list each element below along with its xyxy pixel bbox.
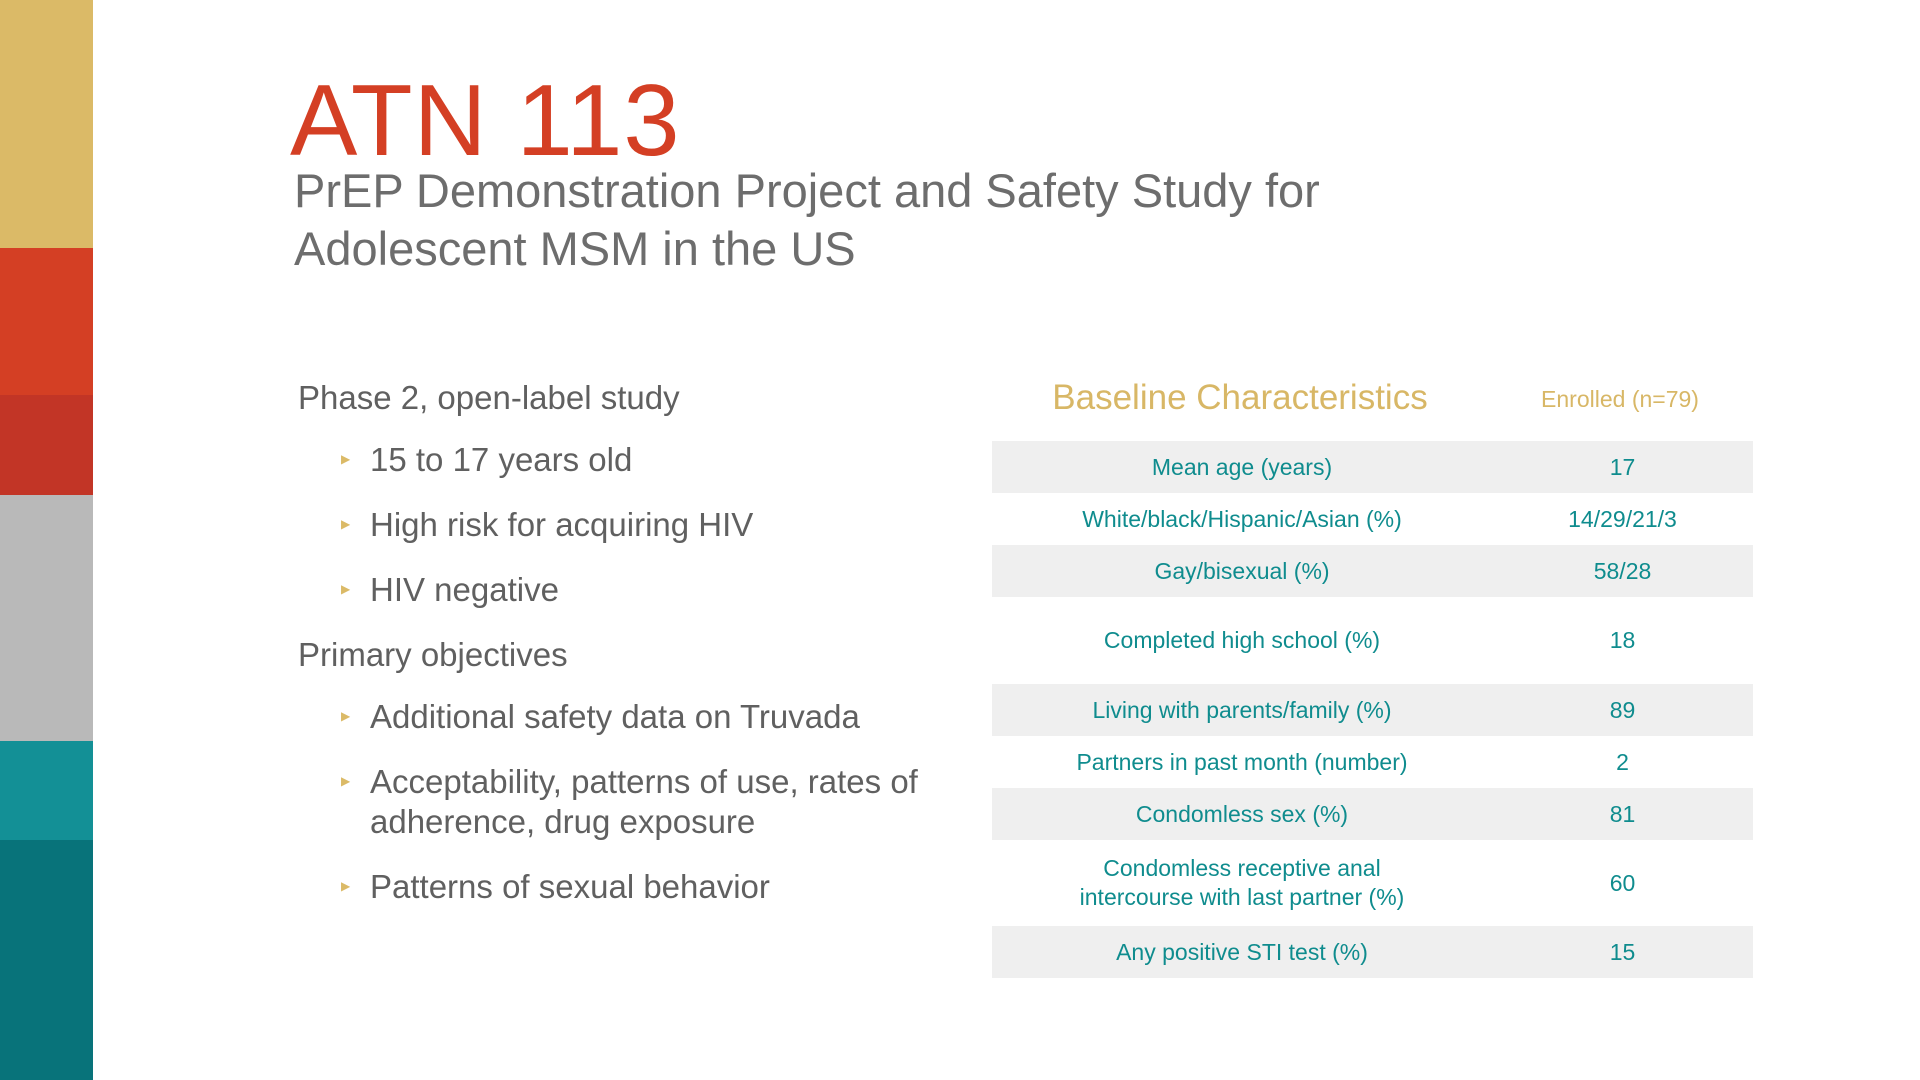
bullet-arrow-icon: ▶ <box>341 709 351 723</box>
side-stripe-dark-red <box>0 395 93 495</box>
table-row <box>992 788 1753 840</box>
table-row <box>992 441 1753 493</box>
bullet-text-line-2: adherence, drug exposure <box>370 803 756 840</box>
table-row <box>992 736 1753 788</box>
bullet-arrow-icon: ▶ <box>341 452 351 466</box>
table-row <box>992 545 1753 597</box>
slide-title: ATN 113 <box>290 65 681 177</box>
bullet-heading-study: Phase 2, open-label study <box>298 379 680 416</box>
table-row <box>992 493 1753 545</box>
row-label: White/black/Hispanic/Asian (%) <box>1082 505 1402 532</box>
bullet-item <box>298 867 958 907</box>
row-label: Partners in past month (number) <box>1076 748 1408 775</box>
table-column-header: Enrolled (n=79) <box>1541 386 1699 412</box>
row-value: 14/29/21/3 <box>1568 505 1677 532</box>
row-label <box>992 854 1492 912</box>
bullet-arrow-icon: ▶ <box>341 774 351 788</box>
row-label-line-2: intercourse with last partner (%) <box>1079 884 1405 910</box>
row-value: 81 <box>1609 800 1636 827</box>
row-value: 60 <box>1609 869 1636 896</box>
table-row <box>992 597 1753 684</box>
bullet-text-line-1: Acceptability, patterns of use, rates of <box>370 763 918 800</box>
bullet-text: Patterns of sexual behavior <box>370 868 770 905</box>
bullet-arrow-icon: ▶ <box>341 879 351 893</box>
side-stripe-red <box>0 248 93 395</box>
bullet-item <box>298 505 958 545</box>
row-label: Any positive STI test (%) <box>1116 938 1368 965</box>
row-label: Completed high school (%) <box>1103 627 1381 653</box>
bullet-arrow-icon: ▶ <box>341 582 351 596</box>
bullet-text: High risk for acquiring HIV <box>370 506 754 543</box>
bullet-item <box>298 570 958 610</box>
side-stripe-gold <box>0 0 93 248</box>
row-value: 89 <box>1609 696 1636 723</box>
bullet-heading-objectives: Primary objectives <box>298 636 568 673</box>
row-value: 18 <box>1609 627 1636 653</box>
row-value: 15 <box>1609 938 1636 965</box>
row-value: 17 <box>1609 453 1636 480</box>
bullet-list <box>298 378 958 932</box>
side-stripe-gray <box>0 495 93 741</box>
table-row <box>992 840 1753 926</box>
bullet-item <box>298 440 958 480</box>
subtitle-line-2: Adolescent MSM in the US <box>294 222 856 275</box>
bullet-text: HIV negative <box>370 571 559 608</box>
row-label-line-1: Condomless receptive anal <box>1103 855 1381 881</box>
bullet-arrow-icon: ▶ <box>341 517 351 531</box>
table-row <box>992 684 1753 736</box>
row-label: Mean age (years) <box>1151 453 1333 480</box>
side-stripe-dark-teal <box>0 840 93 1080</box>
bullet-text: 15 to 17 years old <box>370 441 633 478</box>
bullet-item <box>298 762 958 842</box>
subtitle-line-1: PrEP Demonstration Project and Safety Study for <box>294 164 1320 217</box>
side-stripe-teal <box>0 741 93 840</box>
row-label: Living with parents/family (%) <box>1092 696 1392 723</box>
table-row <box>992 926 1753 978</box>
row-label: Condomless sex (%) <box>1135 800 1349 827</box>
row-label: Gay/bisexual (%) <box>1154 557 1330 584</box>
baseline-table <box>992 441 1753 978</box>
slide-subtitle <box>294 162 1444 278</box>
table-title: Baseline Characteristics <box>1052 378 1428 417</box>
row-value: 58/28 <box>1593 557 1652 584</box>
bullet-text: Additional safety data on Truvada <box>370 698 860 735</box>
bullet-item <box>298 697 958 737</box>
row-value: 2 <box>1616 748 1629 775</box>
